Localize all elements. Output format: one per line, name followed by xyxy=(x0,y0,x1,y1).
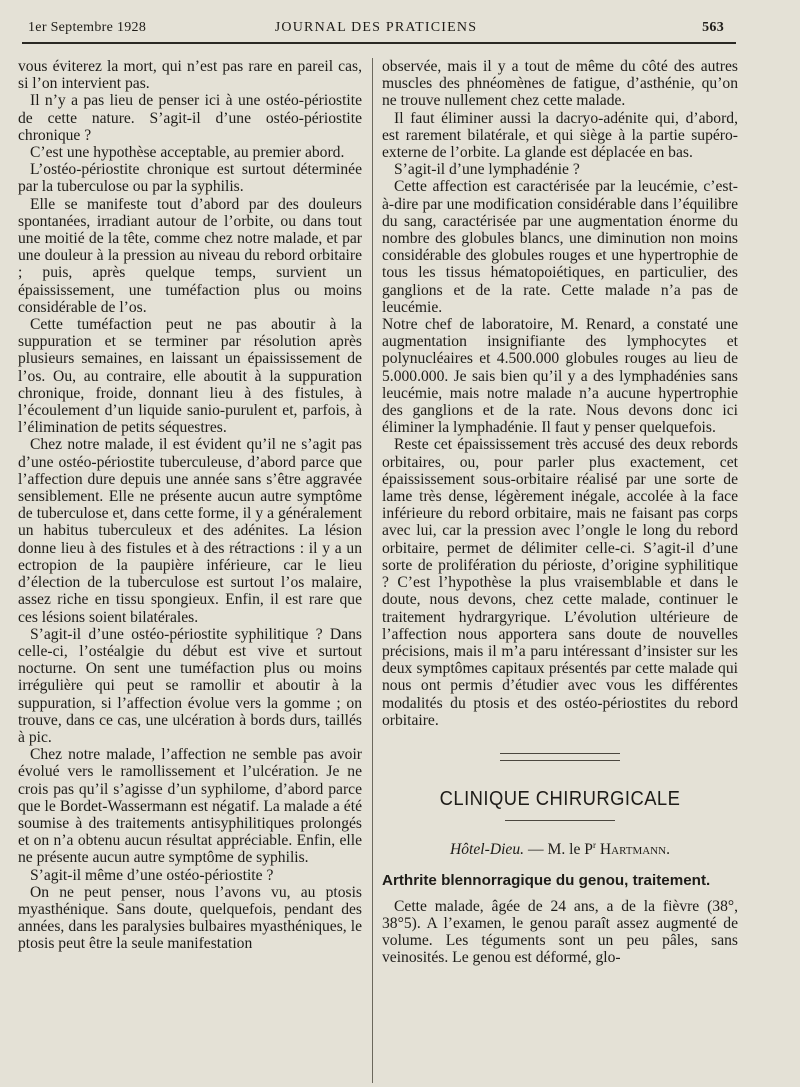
paragraph: S’agit-il d’une lymphadénie ? xyxy=(394,161,580,179)
journal-title: JOURNAL DES PRATICIENS xyxy=(274,20,478,35)
paragraph: Reste cet épaississement très accusé des deux rebords orbitaires, ou, pour parler plus exactement, cet épaississement sous-orbitaire réalisé par une sorte de lame très dense, légèrement inégale, accolée à la face inférieure du rebord orbitaire, mais ne faisant pas corps avec lui, car la pression avec l’ongle le long du rebord orbitaire, permet de délimiter celle-ci. S’agit-il d’une sorte de prolifération du périoste, d’origine syphilitique ? C’est l’hypothèse la plus vraisemblable et dans le doute, nous devons, chez cette malade, continuer le traitement hydrargyrique. L’évolution ultérieure de l’affection nous apportera sans doute de nouvelles précisions, mais il m’a paru intéressant d’insister sur les deux symptômes capitaux présentés par cette malade qui nous ont permis d’étudier avec vous les différentes modalités du ptosis et des ostéo-périostites du rebord orbitaire. xyxy=(382,436,738,729)
section-separator xyxy=(500,753,620,761)
professor-prefix: — M. le P xyxy=(527,841,593,859)
left-column xyxy=(18,58,362,953)
paragraph: vous éviterez la mort, qui n’est pas rare en pareil cas, si l’on intervient pas. xyxy=(18,58,362,93)
paragraph: S’agit-il même d’une ostéo-périostite ? xyxy=(30,866,274,884)
professor-name: Hartmann. xyxy=(599,841,670,859)
right-column xyxy=(382,58,738,966)
paragraph: L’ostéo-périostite chronique est surtout déterminée par la tuberculose ou par la syphilis. xyxy=(18,161,362,196)
paragraph: S’agit-il d’une ostéo-périostite syphilitique ? Dans celle-ci, l’ostéalgie du début est vive et surtout nocturne. On sent une tuméfaction plus ou moins irrégulière qui peut se ramollir et aboutir à la suppuration, si l’affection évolue vers la gomme ; on trouve, dans ce cas, une ulcération à bords durs, taillés à pic. xyxy=(18,625,362,746)
paragraph: Elle se manifeste tout d’abord par des douleurs spontanées, irradiant autour de l’orbite, ou dans tout une moitié de la tête, comme chez notre malade, et par une douleur à la pression au niveau du rebord orbitaire ; puis, après quelque temps, survient un épaississement, une tuméfaction plus ou moins considérable de l’os. xyxy=(18,195,362,316)
professor-sup: r xyxy=(592,839,596,850)
paragraph: Il faut éliminer aussi la dacryo-adénite qui, d’abord, est rarement bilatérale, et qui siège à la partie supéro-externe de l’orbite. La glande est déplacée en bas. xyxy=(382,109,738,162)
page-number: 563 xyxy=(702,20,724,35)
paragraph: Cette tuméfaction peut ne pas aboutir à la suppuration et se terminer par résolution après plusieurs semaines, en laissant un épaississement de l’os. Ou, au contraire, elle aboutit à la suppuration chronique, froide, donnant lieu à des fistules, à l’écoulement d’un liquide sanio-purulent et, parfois, à l’élimination de petits séquestres. xyxy=(18,316,362,437)
paragraph: C’est une hypothèse acceptable, au premier abord. xyxy=(30,144,345,162)
header-date: 1er Septembre 1928 xyxy=(28,20,147,35)
paragraph: observée, mais il y a tout de même du côté des autres muscles des phnéomènes de fatigue, d’asthénie, qu’on ne trouve nullement chez cette malade. xyxy=(382,58,738,110)
paragraph: Cette malade, âgée de 24 ans, a de la fièvre (38°, 38°5). A l’examen, le genou paraît assez augmenté de volume. Les téguments sont un peu pâles, sans veinosités. Le genou est déformé, glo- xyxy=(382,897,738,967)
hospital-name: Hôtel-Dieu. xyxy=(450,841,525,859)
paragraph: Cette affection est caractérisée par la leucémie, c’est-à-dire par une modification considérable dans l’équilibre du sang, caractérisée par une augmentation énorme du nombre des globules blancs, une diminution non moins considérable des globules rouges et une hypertrophie de tous les tissus hématopoiétiques, en particulier, des ganglions et de la rate. Cette malade n’a pas de leucémie. xyxy=(382,178,738,316)
header-rule xyxy=(22,42,736,44)
paragraph: Chez notre malade, l’affection ne semble pas avoir évolué vers le ramollissement et l’ulcération. Je ne crois pas qu’il s’agisse d’un syphilome, d’abord parce que le Bordet-Wassermann est négatif. La malade a été soumise à des traitements antisyphilitiques prolongés et on n’a obtenu aucun résultat appréciable. Enfin, elle ne présente aucun autre symptôme de syphilis. xyxy=(18,746,362,867)
section-title: CLINIQUE CHIRURGICALE xyxy=(439,787,681,810)
paragraph: Il n’y a pas lieu de penser ici à une ostéo-périostite de cette nature. S’agit-il d’une ostéo-périostite chronique ? xyxy=(18,92,362,144)
hospital-line xyxy=(382,841,738,858)
paragraph: Chez notre malade, il est évident qu’il ne s’agit pas d’une ostéo-périostite tuberculeuse, d’abord parce que l’affection dure depuis une année sans s’être aggravée sensiblement. Elle ne présente aucun autre symptôme de tuberculose et, dans cette forme, il y a généralement un habitus tuberculeux et des adénites. La lésion donne lieu à des fistules et à des rétractions : il y a un ectropion de la paupière inférieure, car le lieu d’élection de la tuberculose est surtout l’os malaire, assez riche en tissu spongieux. Enfin, il est rare que ces lésions soient bilatérales. xyxy=(18,436,362,626)
running-header xyxy=(28,18,724,40)
case-title: Arthrite blennorragique du genou, traitement. xyxy=(382,872,711,890)
paragraph: Notre chef de laboratoire, M. Renard, a constaté une augmentation insignifiante des lymphocytes et polynucléaires et 4.500.000 globules rouges au lieu de 5.000.000. Je sais bien qu’il y a des lymphadénies sans leucémie, mais notre malade n’a aucune hypertrophie des ganglions et de la rate. Nous devons donc ici éliminer la lymphadénie. Il faut y penser quelquefois. xyxy=(382,316,738,437)
paragraph: On ne peut penser, nous l’avons vu, au ptosis myasthénique. Sans doute, quelquefois, pendant des années, dans les paralysies bulbaires myasthéniques, le ptosis peut être la seule manifestation xyxy=(18,883,362,953)
title-rule xyxy=(505,820,615,821)
column-divider xyxy=(372,58,373,1083)
